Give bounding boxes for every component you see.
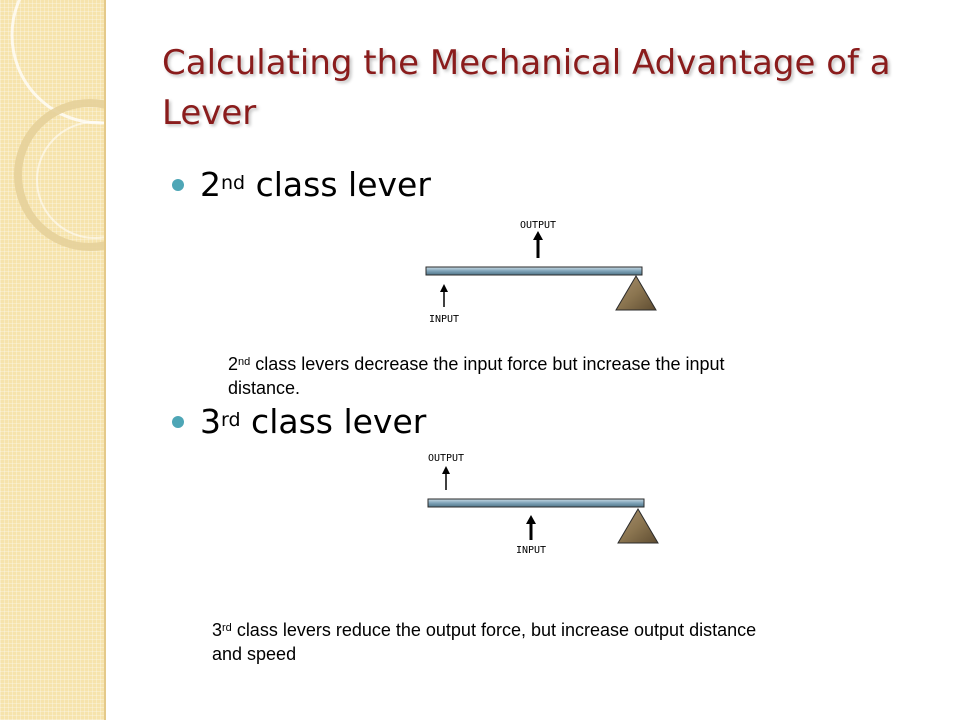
- caption-suffix: nd: [238, 356, 251, 368]
- caption-text: class levers reduce the output force, but increase output distance and speed: [212, 620, 757, 664]
- lever-bar: [428, 499, 644, 507]
- input-arrow-head: [526, 515, 536, 524]
- third-class-caption: [212, 618, 782, 666]
- fulcrum-shape: [618, 509, 658, 543]
- caption-number: 3: [212, 620, 223, 640]
- input-label: INPUT: [515, 545, 547, 556]
- output-label: OUTPUT: [519, 220, 557, 231]
- bullet-number: 2: [200, 165, 221, 204]
- output-arrow-head: [442, 466, 450, 474]
- bullet-number: 3: [200, 402, 221, 441]
- slide-title: Calculating the Mechanical Advantage of a Lever: [162, 43, 891, 133]
- input-label: INPUT: [428, 314, 460, 325]
- bullet-label: class lever: [251, 402, 427, 441]
- output-label: OUTPUT: [427, 453, 465, 464]
- caption-text: class levers decrease the input force but increase the input distance.: [228, 354, 725, 398]
- caption-suffix: rd: [222, 622, 232, 634]
- bullet-suffix: rd: [221, 409, 241, 431]
- bullet-suffix: nd: [221, 172, 246, 194]
- caption-number: 2: [228, 354, 239, 374]
- bullet-label: class lever: [255, 165, 431, 204]
